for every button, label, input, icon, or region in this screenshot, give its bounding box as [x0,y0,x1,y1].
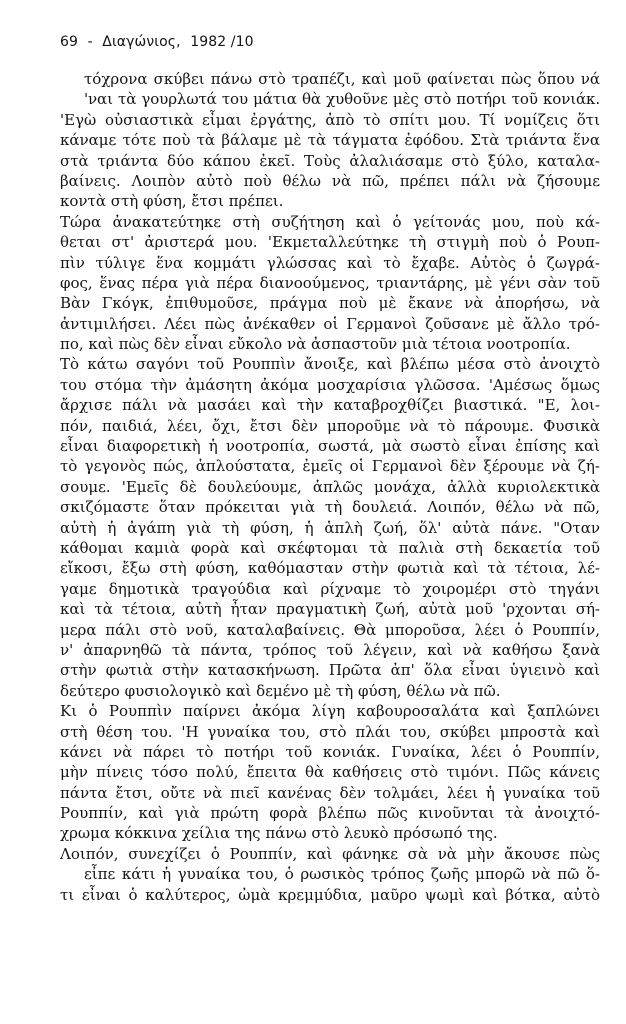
text-line: ν' ἀπαρνηθῶ τὰ πάντα, τρόπος τοῦ λέγειν, καὶ νὰ καθήσω ξανὰ [60,640,600,659]
text-line: μερα πάλι στὸ νοῦ, καταλαβαίνεις. Θὰ μποροῦσα, λέει ὁ Ρουππίν, [60,620,600,639]
text-line: στὴ θέση του. 'Η γυναίκα του, στὸ πλάι του, σκύβει μπροστὰ καὶ [60,722,600,741]
text-line: βαίνεις. Λοιπὸν αὐτὸ ποὺ θέλω νὰ πῶ, πρέπει πάλι νὰ ζήσουμε [60,171,600,190]
text-line: ἀντιμιλήσει. Λέει πὼς ἀνέκαθεν οἱ Γερμανοὶ ζοῦσανε μὲ ἄλλο τρό- [60,314,600,333]
text-line: σκιζόμαστε ὅταν πρόκειται γιὰ τὴ δουλειά. Λοιπόν, θέλω νὰ πῶ, [60,498,600,517]
text-line: του στόμα τὴν ἀμάσητη ἀκόμα μοσχαρίσια γλῶσσα. 'Αμέσως ὅμως [60,375,600,394]
text-line: στὴν φωτιὰ στὴν κατασκήνωση. Πρῶτα ἀπ' ὅλα εἶναι ὑγιεινὸ καὶ [60,661,600,680]
text-line: πόν, παιδιά, λέει, ὄχι, ἔτσι δὲν μποροῦμε νὰ τὸ πάρουμε. Φυσικὰ [60,416,600,435]
text-line: σουμε. 'Εμεῖς δὲ δουλεύουμε, ἁπλῶς μονάχα, ἀλλὰ κυριολεκτικὰ [60,477,600,496]
text-line: γαμε δημοτικὰ τραγούδια καὶ ρίχναμε τὸ χοιρομέρι στὸ τηγάνι [60,579,600,598]
running-head-separator: - [87,34,93,50]
text-line: πὶν τύλιγε ἕνα κομμάτι γλώσσας καὶ τὸ ἔχαβε. Αὐτὸς ὁ ζωγρά- [60,253,600,272]
issue-number: 1982 /10 [190,34,254,50]
text-line: εἶπε κάτι ἡ γυναίκα του, ὁ ρωσικὸς τρόπος ζωῆς μπορῶ νὰ πῶ ὅ- [84,865,600,884]
text-line: πο, καὶ πὼς δὲν εἶναι εὔκολο νὰ ἀσπαστοῦν μιὰ τέτοια νοοτροπία. [60,335,571,354]
text-line: Τὸ κάτω σαγόνι τοῦ Ρουππὶν ἄνοιξε, καὶ βλέπω μέσα στὸ ἀνοιχτὸ [60,355,600,374]
journal-title: Διαγώνιος, [102,34,181,50]
text-line: αὐτὴ ἡ ἀγάπη γιὰ τὴ φύση, ἡ ἁπλὴ ζωή, ὅλ' αὐτὰ πάνε. "Οταν [60,518,600,537]
text-line: Τώρα ἀνακατεύτηκε στὴ συζήτηση καὶ ὁ γείτονάς μου, ποὺ κά- [60,212,600,231]
text-line: θεται στ' ἀριστερά μου. 'Εκμεταλλεύτηκε τὴ στιγμὴ ποὺ ὁ Ρουπ- [60,233,600,252]
text-line: κάθομαι καμιὰ φορὰ καὶ σκέφτομαι τὰ παλιὰ στὴ δεκαετία τοῦ [60,538,600,557]
running-head [60,34,254,50]
text-line: εἴκοσι, ἔξω στὴ φύση, καθόμασταν στὴν φωτιὰ καὶ τὰ τέτοια, λέ- [60,559,600,578]
text-line: τὸ γεγονὸς πώς, ἁπλούστατα, ἐμεῖς οἱ Γερμανοὶ δὲν ξέρουμε νὰ ζή- [60,457,600,476]
text-line: τόχρονα σκύβει πάνω στὸ τραπέζι, καὶ μοῦ φαίνεται πὼς ὅπου νά [84,70,600,88]
text-line: 'Εγὼ οὐσιαστικὰ εἶμαι ἐργάτης, ἀπὸ τὸ σπίτι μου. Τί νομίζεις ὅτι [60,110,600,129]
text-line: κάναμε τότε ποὺ τὰ βάλαμε μὲ τὰ τάγματα ἐφόδου. Στὰ τριάντα ἕνα [60,131,600,150]
text-line: εἶναι διαφορετικὴ ἡ νοοτροπία, σωστά, μὰ σωστὸ εἶναι ἐπίσης καὶ [60,437,600,456]
page-number: 69 [60,34,79,50]
text-line: Ρουππίν, καὶ γιὰ πρώτη φορὰ βλέπω πῶς κινοῦνται τὰ ἀνοιχτό- [60,804,600,823]
text-line: δεύτερο φυσιολογικὸ καὶ δεμένο μὲ τὴ φύση, θέλω νὰ πῶ. [60,681,501,700]
text-line: Λοιπόν, συνεχίζει ὁ Ρουππίν, καὶ φάνηκε σὰ νὰ μὴν ἄκουσε πὼς [60,844,600,863]
text-line: μὴν πίνεις τόσο πολύ, ἔπειτα θὰ καθήσεις στὸ τιμόνι. Πῶς κάνεις [60,763,600,782]
text-line: ἄρχισε πάλι νὰ μασάει καὶ τὴν καταβροχθίζει βιαστικά. "Ε, λοι- [60,396,600,415]
text-line: Κι ὁ Ρουππὶν παίρνει ἀκόμα λίγη καβουροσαλάτα καὶ ξαπλώνει [60,702,600,721]
text-line: 'ναι τὰ γουρλωτά του μάτια θὰ χυθοῦνε μὲς στὸ ποτήρι τοῦ κονιάκ. [84,90,600,109]
body-text [60,69,600,905]
text-line: φος, ἕνας πέρα γιὰ πέρα διανοούμενος, τριαντάρης, μὲ γένι σὰν τοῦ [60,273,600,292]
text-line: κοντὰ στὴ φύση, ἔτσι πρέπει. [60,192,284,211]
text-line: στὰ τριάντα δύο κάπου ἐκεῖ. Τοὺς ἀλαλιάσαμε στὸ ξύλο, καταλα- [60,151,600,170]
text-line: Βὰν Γκόγκ, ἐπιθυμοῦσε, πράγμα ποὺ μὲ ἔκανε νὰ ἀπορήσω, νὰ [60,294,600,313]
text-line: χρωμα κόκκινα χείλια της πάνω στὸ λευκὸ πρόσωπό της. [60,824,498,843]
text-line: καὶ τὰ τέτοια, αὐτὴ ἦταν πραγματικὴ ζωή, αὐτὰ μοῦ 'ρχονται σή- [60,600,600,619]
text-line: πάντα ἔτσι, οὔτε νὰ πιεῖ κανένας δὲν τολμάει, λέει ἡ γυναίκα τοῦ [60,783,600,802]
text-line: τι εἶναι ὁ καλύτερος, ὠμὰ κρεμμύδια, μαῦρο ψωμὶ καὶ βότκα, αὐτὸ [60,885,600,904]
text-line: κάνει νὰ πάρει τὸ ποτήρι τοῦ κονιάκ. Γυναίκα, λέει ὁ Ρουππίν, [60,742,600,761]
